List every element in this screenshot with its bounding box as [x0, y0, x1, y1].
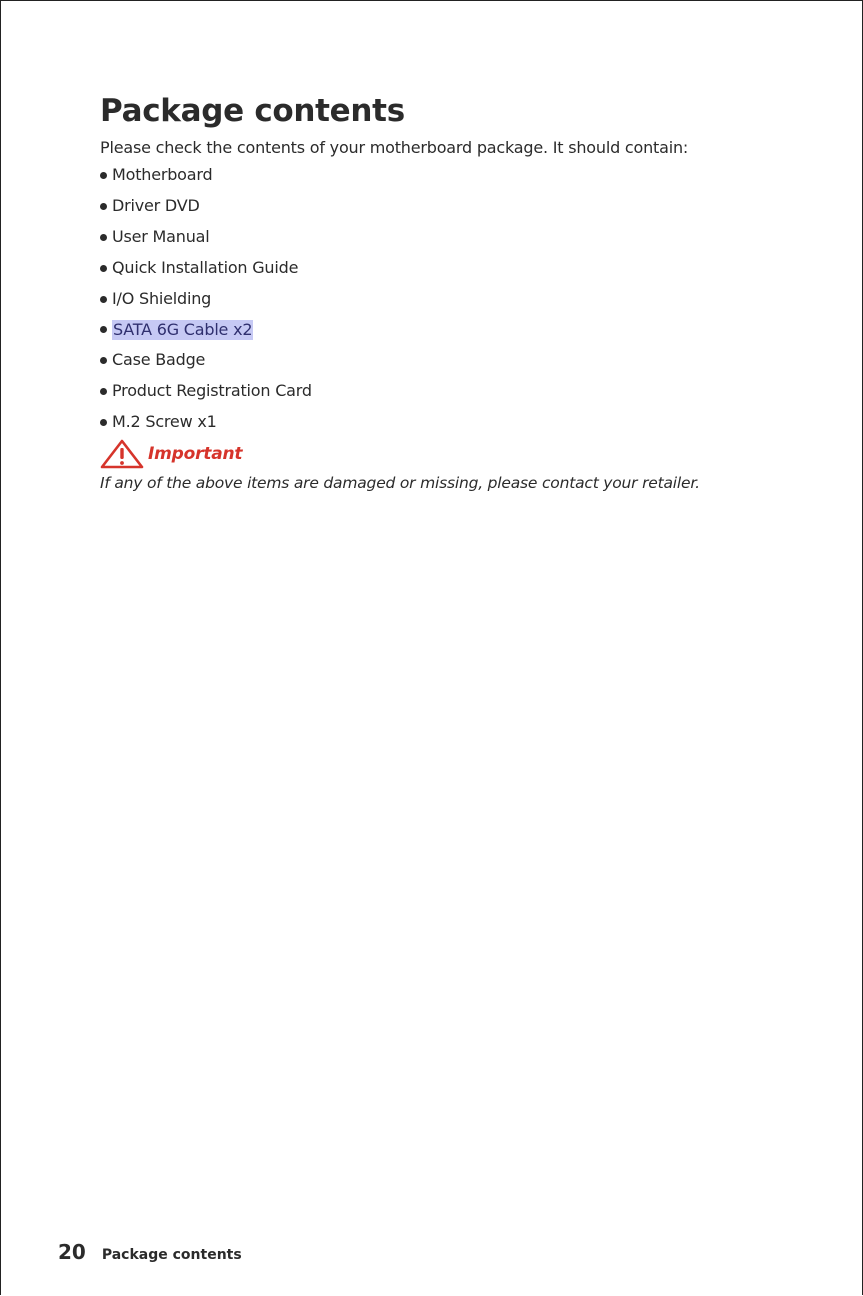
page-footer — [58, 1240, 242, 1264]
list-item-label: Product Registration Card — [112, 381, 312, 401]
bullet-icon — [100, 419, 107, 426]
list-item — [100, 407, 800, 438]
warning-icon — [100, 439, 144, 469]
important-label: Important — [148, 444, 243, 465]
page-content — [100, 88, 800, 495]
bullet-icon — [100, 203, 107, 210]
list-item-label: M.2 Screw x1 — [112, 412, 217, 432]
list-item — [100, 284, 800, 315]
important-notice: If any of the above items are damaged or missing, please contact your retailer. — [100, 474, 700, 493]
list-item — [100, 253, 800, 284]
list-item-label: Motherboard — [112, 165, 213, 184]
list-item — [100, 345, 800, 376]
list-item — [100, 376, 800, 407]
bullet-icon — [100, 265, 107, 272]
intro-text: Please check the contents of your motherboard package. It should contain: — [100, 138, 689, 157]
list-item — [100, 222, 800, 253]
highlighted-text[interactable]: SATA 6G Cable x2 — [113, 319, 253, 339]
bullet-icon — [100, 234, 107, 241]
bullet-icon — [100, 172, 107, 179]
list-item-label: I/O Shielding — [112, 288, 212, 308]
list-item-label: Case Badge — [112, 350, 206, 370]
contents-list — [100, 160, 800, 438]
footer-section-title: Package contents — [101, 1247, 242, 1263]
list-item-label: User Manual — [112, 226, 210, 246]
page-title: Package contents — [100, 93, 405, 129]
list-item — [100, 160, 800, 191]
page-number: 20 — [58, 1240, 86, 1264]
bullet-icon — [100, 326, 107, 333]
list-item-label: Driver DVD — [112, 195, 200, 215]
list-item — [100, 191, 800, 222]
bullet-icon — [100, 357, 107, 364]
bullet-icon — [100, 388, 107, 395]
list-item-label: Quick Installation Guide — [112, 257, 299, 277]
list-item-highlighted — [100, 314, 800, 345]
important-header — [100, 438, 800, 470]
bullet-icon — [100, 296, 107, 303]
